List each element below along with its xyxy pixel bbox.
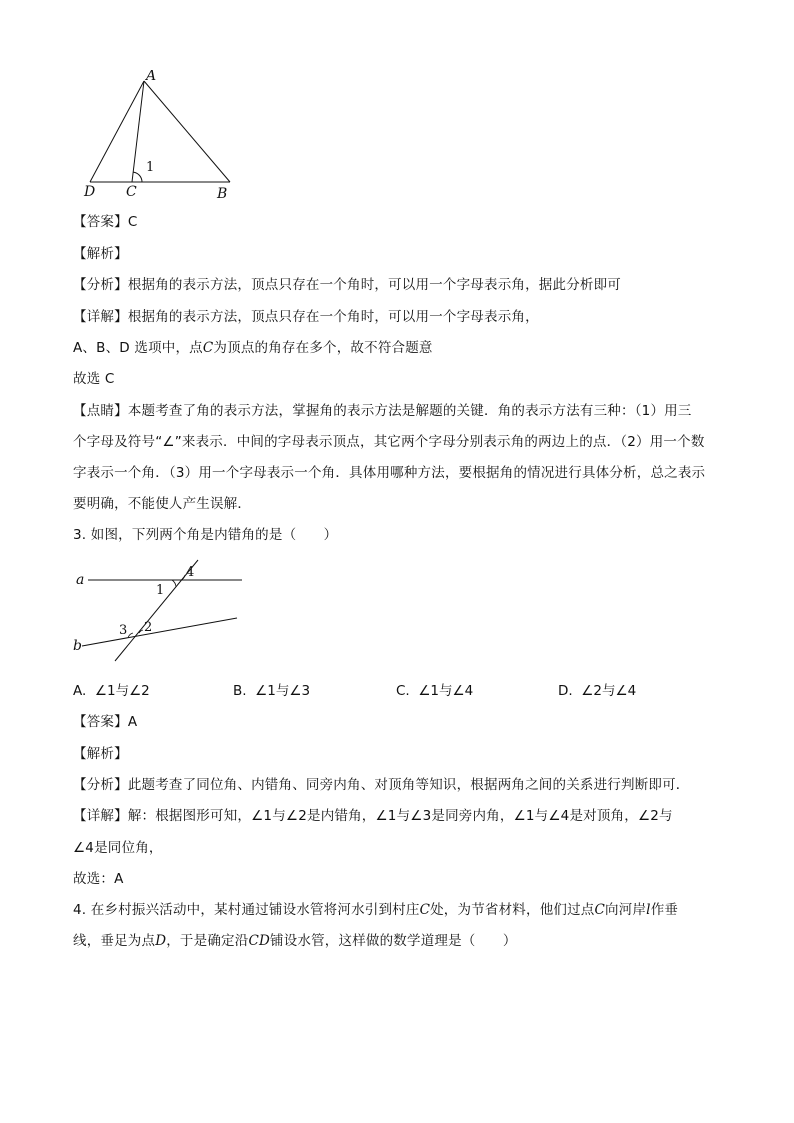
label-B: B <box>217 186 228 200</box>
segment-AB <box>144 81 230 182</box>
option-letter: A. <box>73 683 87 699</box>
answer-tag: 【答案】 <box>73 214 128 230</box>
q3-guxuan: 故选：A <box>73 871 124 887</box>
angle-1-arc <box>172 580 176 587</box>
q3-xiangjie-line-2: ∠4是同位角， <box>73 840 163 856</box>
fenxi-tag: 【分析】 <box>73 777 128 793</box>
q3-stem: 3. 如图，下列两个角是内错角的是（ ） <box>73 527 338 543</box>
option-text: ∠1与∠3 <box>255 683 311 699</box>
q2-fenxi-line <box>73 276 621 294</box>
segment-AD <box>90 81 144 182</box>
fenxi-tag: 【分析】 <box>73 277 128 293</box>
option-letter: D. <box>558 683 573 699</box>
fenxi-text: 此题考查了同位角、内错角、同旁内角、对顶角等知识，根据两角之间的关系进行判断即可． <box>127 777 690 793</box>
xiangjie-text: 为顶点的角存在多个，故不符合题意 <box>213 340 433 356</box>
fenxi-text: 根据角的表示方法，顶点只存在一个角时，可以用一个字母表示角，据此分析即可 <box>127 277 622 293</box>
q2-guxuan: 故选 C <box>73 371 115 387</box>
label-4: 4 <box>186 565 195 580</box>
segment-variable: CD <box>248 933 270 949</box>
angle-1-arc <box>133 172 142 182</box>
q2-xiangjie-line-1 <box>73 308 539 326</box>
label-C: C <box>126 184 137 200</box>
label-A: A <box>146 70 157 84</box>
option-letter: C. <box>396 683 410 699</box>
q4-text: 铺设水管，这样做的数学道理是（ ） <box>270 933 517 949</box>
option-c <box>396 682 473 700</box>
answer-tag: 【答案】 <box>73 714 128 730</box>
label-2: 2 <box>144 620 153 635</box>
parallel-lines-figure <box>70 558 260 668</box>
line-variable: l <box>646 902 651 918</box>
line-b <box>82 618 237 646</box>
q2-answer-line <box>73 213 137 231</box>
answer-value: A <box>127 714 138 730</box>
q4-text: 向河岸 <box>605 902 647 918</box>
q4-text: 4. 在乡村振兴活动中，某村通过铺设水管将河水引到村庄 <box>73 902 420 918</box>
option-b <box>233 682 310 700</box>
q2-dianjing-line-4: 要明确，不能使人产生误解． <box>73 496 252 512</box>
q3-analysis-tag: 【解析】 <box>73 746 128 762</box>
dianjing-tag: 【点睛】 <box>73 403 128 419</box>
option-text: ∠1与∠2 <box>94 683 150 699</box>
q3-fenxi-line <box>73 776 690 794</box>
xiangjie-tag: 【详解】 <box>73 808 128 824</box>
point-variable: D <box>155 933 167 949</box>
q4-stem-line-1 <box>73 901 678 919</box>
option-a <box>73 682 150 700</box>
point-variable: C <box>419 902 431 918</box>
q4-text: 作垂 <box>650 902 679 918</box>
dianjing-text: 本题考查了角的表示方法，掌握角的表示方法是解题的关键．角的表示方法有三种：（1）用三 <box>127 403 692 419</box>
option-d <box>558 682 636 700</box>
q4-stem-line-2 <box>73 932 517 950</box>
q4-text: 线，垂足为点 <box>73 933 156 949</box>
point-variable: C <box>202 340 214 356</box>
triangle-figure <box>80 70 260 200</box>
xiangjie-text: 根据角的表示方法，顶点只存在一个角时，可以用一个字母表示角， <box>127 309 539 325</box>
q2-dianjing-line-2: 个字母及符号“∠”来表示．中间的字母表示顶点，其它两个字母分别表示角的两边上的点．（2）用一个数 <box>73 434 705 450</box>
q4-text: 处，为节省材料，他们过点 <box>430 902 595 918</box>
xiangjie-text: A、B、D 选项中，点 <box>73 340 203 356</box>
label-b: b <box>73 638 82 654</box>
q2-xiangjie-line-2 <box>73 339 433 357</box>
label-D: D <box>84 184 96 200</box>
q3-xiangjie-line-1 <box>73 807 673 825</box>
label-angle-1: 1 <box>146 160 155 175</box>
xiangjie-tag: 【详解】 <box>73 309 128 325</box>
label-1: 1 <box>156 583 165 598</box>
q4-text: ，于是确定沿 <box>166 933 249 949</box>
point-variable: C <box>594 902 606 918</box>
q2-dianjing-line-3: 字表示一个角．（3）用一个字母表示一个角．具体用哪种方法，要根据角的情况进行具体分析，总之表示 <box>73 465 706 481</box>
segment-AC <box>132 81 144 182</box>
q2-dianjing-line-1 <box>73 402 692 420</box>
q3-answer-line <box>73 713 137 731</box>
option-letter: B. <box>233 683 247 699</box>
option-text: ∠2与∠4 <box>581 683 637 699</box>
option-text: ∠1与∠4 <box>418 683 474 699</box>
q2-analysis-tag: 【解析】 <box>73 246 128 262</box>
answer-value: C <box>127 214 138 230</box>
xiangjie-text: 解：根据图形可知，∠1与∠2是内错角，∠1与∠3是同旁内角，∠1与∠4是对顶角，∠2与 <box>127 808 673 824</box>
label-3: 3 <box>119 623 128 638</box>
label-a: a <box>76 572 85 588</box>
